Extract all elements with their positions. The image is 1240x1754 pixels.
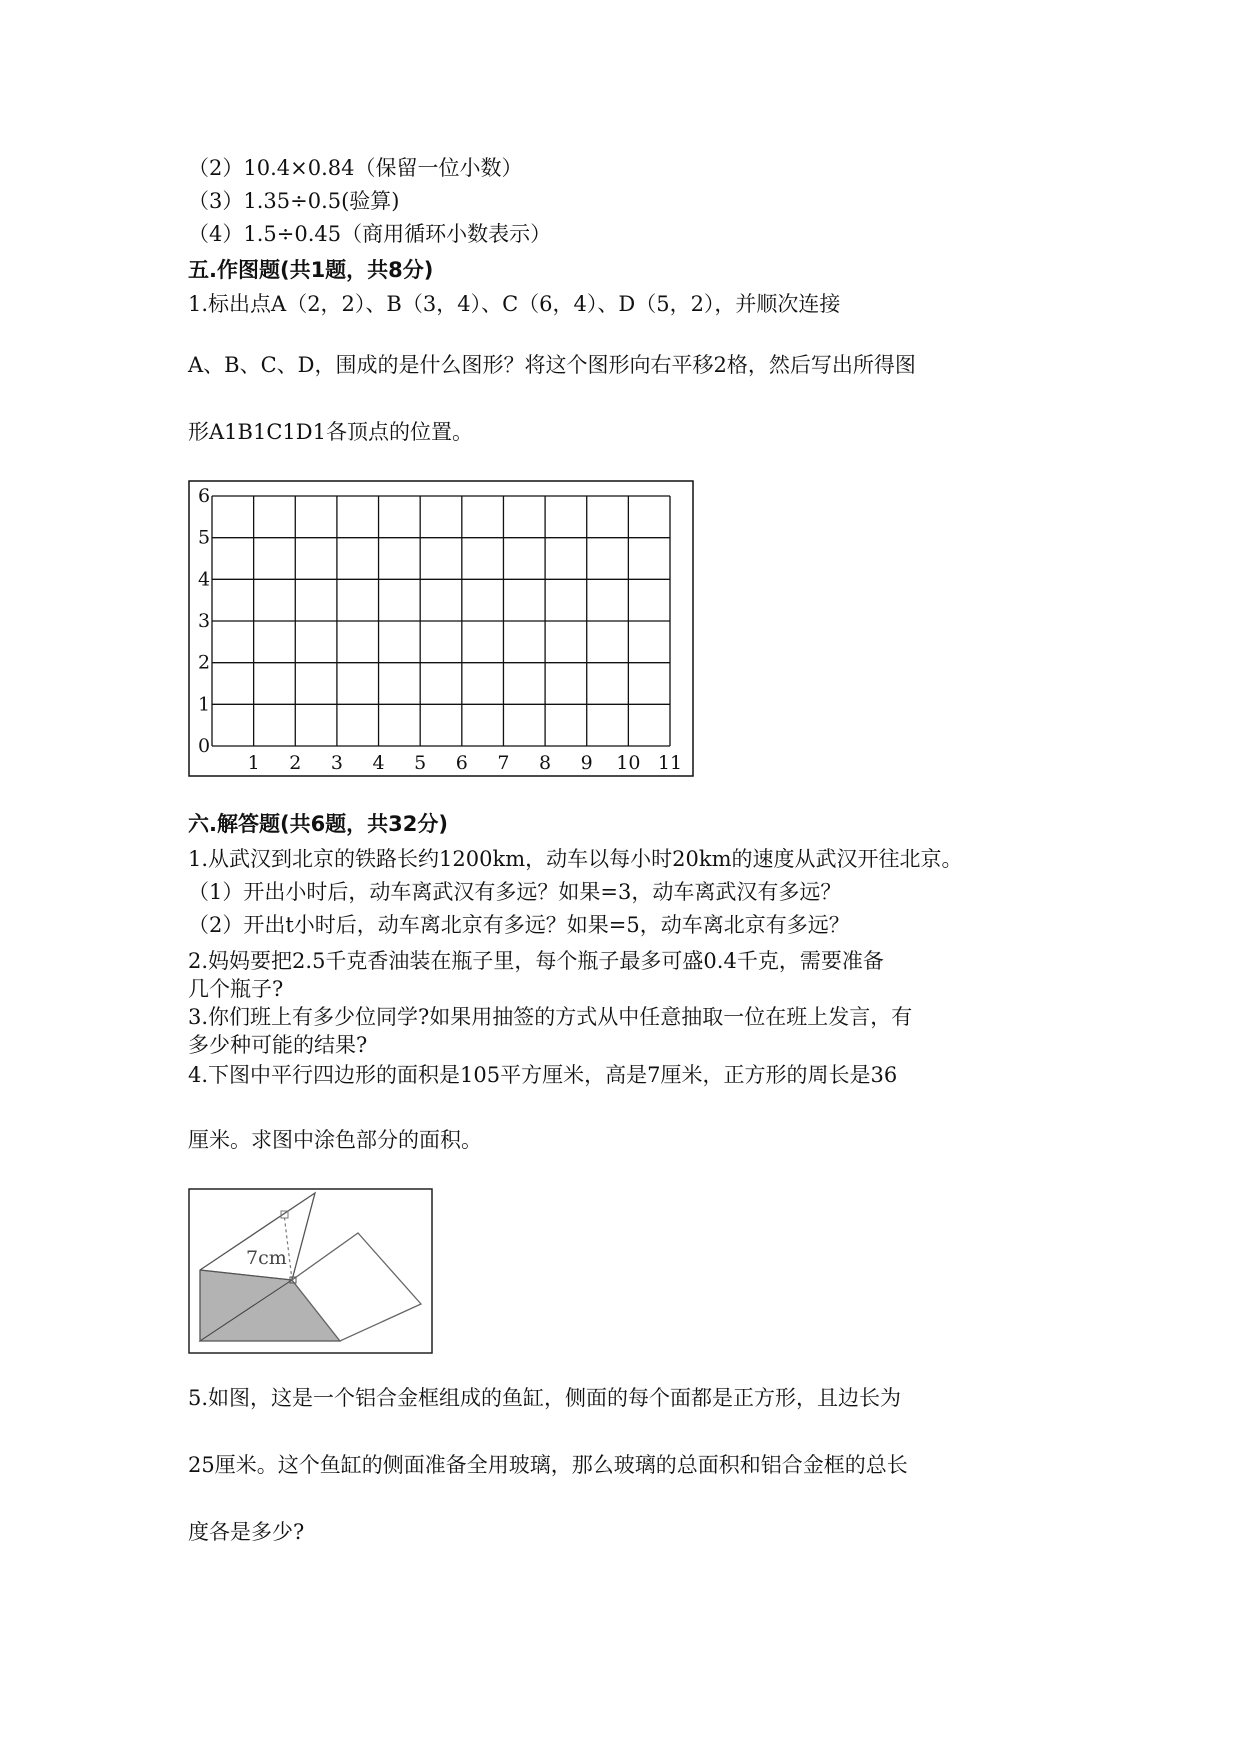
height-label: 7cm bbox=[246, 1247, 287, 1269]
y-tick-label: 0 bbox=[198, 735, 211, 757]
x-tick-label: 10 bbox=[616, 752, 641, 774]
x-tick-label: 4 bbox=[372, 752, 385, 774]
section-5-question-1-line-2: A、B、C、D，围成的是什么图形？将这个图形向右平移2格，然后写出所得图 bbox=[188, 353, 916, 377]
section-6-question-5-line-3: 度各是多少? bbox=[188, 1520, 305, 1544]
section-6-question-1-sub-1: （1）开出小时后，动车离武汉有多远？如果=3，动车离武汉有多远？ bbox=[188, 880, 842, 904]
section-6-heading: 六.解答题(共6题，共32分) bbox=[188, 812, 449, 836]
y-tick-label: 4 bbox=[198, 568, 211, 591]
section-6-question-5-line-2: 25厘米。这个鱼缸的侧面准备全用玻璃，那么玻璃的总面积和铝合金框的总长 bbox=[188, 1453, 908, 1477]
x-tick-label: 1 bbox=[247, 752, 260, 774]
question-4-4: （4）1.5÷0.45（商用循环小数表示） bbox=[188, 222, 552, 246]
section-6-question-2-line-2: 几个瓶子? bbox=[188, 977, 284, 1001]
y-tick-label: 3 bbox=[198, 610, 211, 632]
section-5-question-1-line-3: 形A1B1C1D1各顶点的位置。 bbox=[188, 420, 473, 444]
y-tick-label: 2 bbox=[198, 651, 211, 674]
section-6-question-3-line-2: 多少种可能的结果? bbox=[188, 1033, 368, 1057]
section-6-question-1-sub-2: （2）开出t小时后，动车离北京有多远？如果=5，动车离北京有多远？ bbox=[188, 913, 850, 937]
question-4-2: （2）10.4×0.84（保留一位小数） bbox=[188, 156, 523, 180]
x-tick-label: 7 bbox=[497, 752, 510, 774]
section-5-heading: 五.作图题(共1题，共8分) bbox=[188, 258, 434, 282]
section-6-question-4-line-1: 4.下图中平行四边形的面积是105平方厘米，高是7厘米，正方形的周长是36 bbox=[188, 1063, 898, 1087]
x-tick-label: 2 bbox=[289, 752, 302, 774]
section-6-question-4-line-2: 厘米。求图中涂色部分的面积。 bbox=[188, 1128, 482, 1152]
section-6-question-1: 1.从武汉到北京的铁路长约1200km，动车以每小时20km的速度从武汉开往北京。 bbox=[188, 847, 963, 871]
question-4-3: （3）1.35÷0.5(验算) bbox=[188, 189, 400, 213]
coordinate-grid bbox=[188, 480, 694, 777]
x-tick-label: 5 bbox=[414, 752, 427, 774]
section-6-question-3-line-1: 3.你们班上有多少位同学?如果用抽签的方式从中任意抽取一位在班上发言，有 bbox=[188, 1005, 913, 1029]
y-tick-label: 6 bbox=[198, 485, 211, 507]
section-6-question-5-line-1: 5.如图，这是一个铝合金框组成的鱼缸，侧面的每个面都是正方形，且边长为 bbox=[188, 1386, 902, 1410]
x-tick-label: 8 bbox=[539, 752, 552, 774]
x-tick-label: 11 bbox=[657, 752, 683, 774]
x-tick-label: 6 bbox=[455, 752, 468, 774]
x-tick-label: 3 bbox=[330, 752, 343, 774]
parallelogram-square-figure bbox=[188, 1188, 433, 1354]
section-5-question-1-line-1: 1.标出点A（2，2）、B（3，4）、C（6，4）、D（5，2），并顺次连接 bbox=[188, 292, 841, 316]
x-tick-label: 9 bbox=[580, 752, 593, 774]
y-tick-label: 5 bbox=[198, 526, 211, 549]
section-6-question-2-line-1: 2.妈妈要把2.5千克香油装在瓶子里，每个瓶子最多可盛0.4千克，需要准备 bbox=[188, 949, 884, 973]
y-tick-label: 1 bbox=[198, 693, 211, 716]
